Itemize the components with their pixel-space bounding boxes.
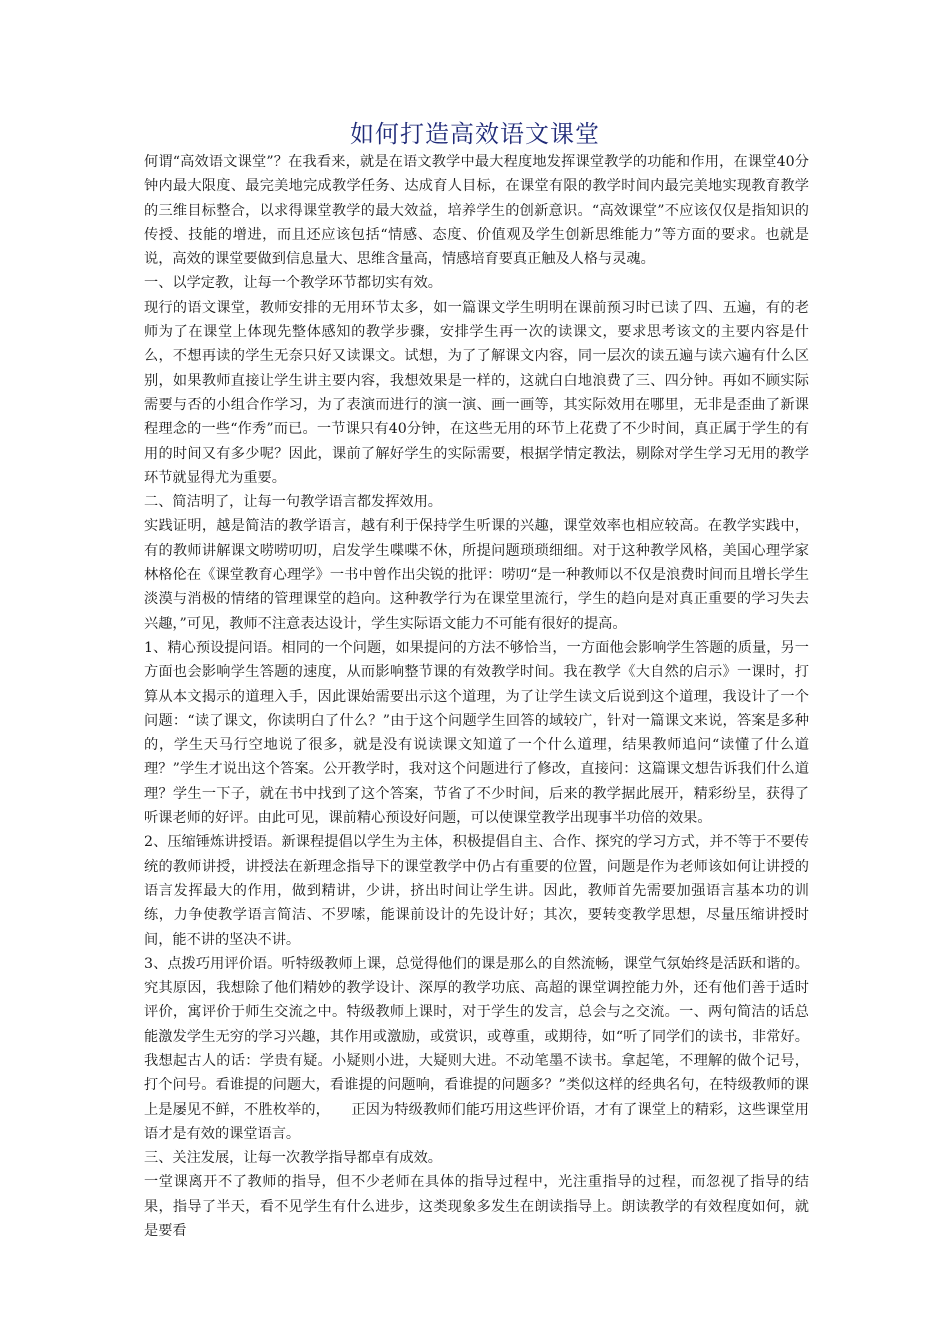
document-body <box>144 150 809 1243</box>
section-1-paragraph: 现行的语文课堂，教师安排的无用环节太多，如一篇课文学生明明在课前预习时已读了四、五遍，有的老师为了在课堂上体现先整体感知的教学步骤，安排学生再一次的读课文，要求思考该文的主要内容是什么，不想再读的学生无奈只好又读课文。试想，为了了解课文内容，同一层次的读五遍与读六遍有什么区别，如果教师直接让学生讲主要内容，我想效果是一样的，这就白白地浪费了三、四分钟。再如不顾实际需要与否的小组合作学习，为了表演而进行的演一演、画一画等，其实际效用在哪里，无非是歪曲了新课程理念的一些“作秀”而已。一节课只有40分钟，在这些无用的环节上花费了不少时间，真正属于学生的有用的时间又有多少呢？因此，课前了解好学生的实际需要，根据学情定教法，剔除对学生学习无用的教学环节就显得尤为重要。 <box>144 299 809 486</box>
intro-paragraph: 何谓“高效语文课堂”？在我看来，就是在语文教学中最大程度地发挥课堂教学的功能和作用，在课堂40分钟内最大限度、最完美地完成教学任务、达成育人目标，在课堂有限的教学时间内最完美地实现教育教学的三维目标整合，以求得课堂教学的最大效益，培养学生的创新意识。“高效课堂”不应该仅仅是指知识的传授、技能的增进，而且还应该包括“情感、态度、价值观及学生创新思维能力”等方面的要求。也就是说，高效的课堂要做到信息量大、思维含量高，情感培育要真正触及人格与灵魂。 <box>144 154 809 268</box>
section-heading-1: 一、以学定教，让每一个教学环节都切实有效。 <box>144 275 442 292</box>
subsection-3-paragraph: 3、点拨巧用评价语。听特级教师上课，总觉得他们的课是那么的自然流畅，课堂气氛始终是活跃和谐的。究其原因，我想除了他们精妙的教学设计、深厚的教学功底、高超的课堂调控能力外，还有他们善于适时评价，寓评价于师生交流之中。特级教师上课时，对于学生的发言，总会与之交流。一、两句简洁的话总能激发学生无穷的学习兴趣，其作用或激励，或赏识，或尊重，或期待，如“听了同学们的读书，非常好。我想起古人的话：学贵有疑。小疑则小进，大疑则大进。不动笔墨不读书。拿起笔，不理解的做个记号，打个问号。看谁提的问题大，看谁提的问题响，看谁提的问题多？”类似这样的经典名句，在特级教师的课上是屡见不鲜，不胜枚举的， 正因为特级教师们能巧用这些评价语，才有了课堂上的精彩，这些课堂用语才是有效的课堂语言。 <box>144 955 809 1142</box>
section-heading-3: 三、关注发展，让每一次教学指导都卓有成效。 <box>144 1150 442 1167</box>
subsection-2-paragraph: 2、压缩锤炼讲授语。新课程提倡以学生为主体，积极提倡自主、合作、探究的学习方式，并不等于不要传统的教师讲授，讲授法在新理念指导下的课堂教学中仍占有重要的位置，问题是作为老师该如何让讲授的语言发挥最大的作用，做到精讲，少讲，挤出时间让学生讲。因此，教师首先需要加强语言基本功的训练，力争使教学语言简洁、不罗嗦，能课前设计的先设计好；其次，要转变教学思想，尽量压缩讲授时间，能不讲的坚决不讲。 <box>144 834 809 948</box>
section-2-paragraph: 实践证明，越是简洁的教学语言，越有利于保持学生听课的兴趣，课堂效率也相应较高。在教学实践中，有的教师讲解课文唠唠叨叨，启发学生喋喋不休，所提问题琐琐细细。对于这种教学风格，美国心理学家林格伦在《课堂教育心理学》一书中曾作出尖锐的批评：唠叨“是一种教师以不仅是浪费时间而且增长学生淡漠与消极的情绪的管理课堂的趋向。这种教学行为在课堂里流行，学生的趋向是对真正重要的学习失去兴趣，”可见，教师不注意表达设计，学生实际语文能力不可能有很好的提高。 <box>144 518 809 632</box>
document-title: 如何打造高效语文课堂 <box>350 120 600 148</box>
section-heading-2: 二、简洁明了，让每一句教学语言都发挥效用。 <box>144 494 442 511</box>
section-3-paragraph: 一堂课离开不了教师的指导，但不少老师在具体的指导过程中，光注重指导的过程，而忽视了指导的结果，指导了半天，看不见学生有什么进步，这类现象多发生在朗读指导上。朗读教学的有效程度如何，就是要看 <box>144 1174 809 1240</box>
subsection-1-paragraph: 1、精心预设提问语。相同的一个问题，如果提问的方法不够恰当，一方面他会影响学生答题的质量，另一方面也会影响学生答题的速度，从而影响整节课的有效教学时间。我在教学《大自然的启示》一课时，打算从本文揭示的道理入手，因此课始需要出示这个道理，为了让学生读文后说到这个道理，我设计了一个问题：“读了课文，你读明白了什么？”由于这个问题学生回答的域较广，针对一篇课文来说，答案是多种的，学生天马行空地说了很多，就是没有说读课文知道了一个什么道理，结果教师追问“读懂了什么道理？”学生才说出这个答案。公开教学时，我对这个问题进行了修改，直接问：这篇课文想告诉我们什么道理？学生一下子，就在书中找到了这个答案，节省了不少时间，后来的教学据此展开，精彩纷呈，获得了听课老师的好评。由此可见，课前精心预设好问题，可以使课堂教学出现事半功倍的效果。 <box>144 639 809 827</box>
